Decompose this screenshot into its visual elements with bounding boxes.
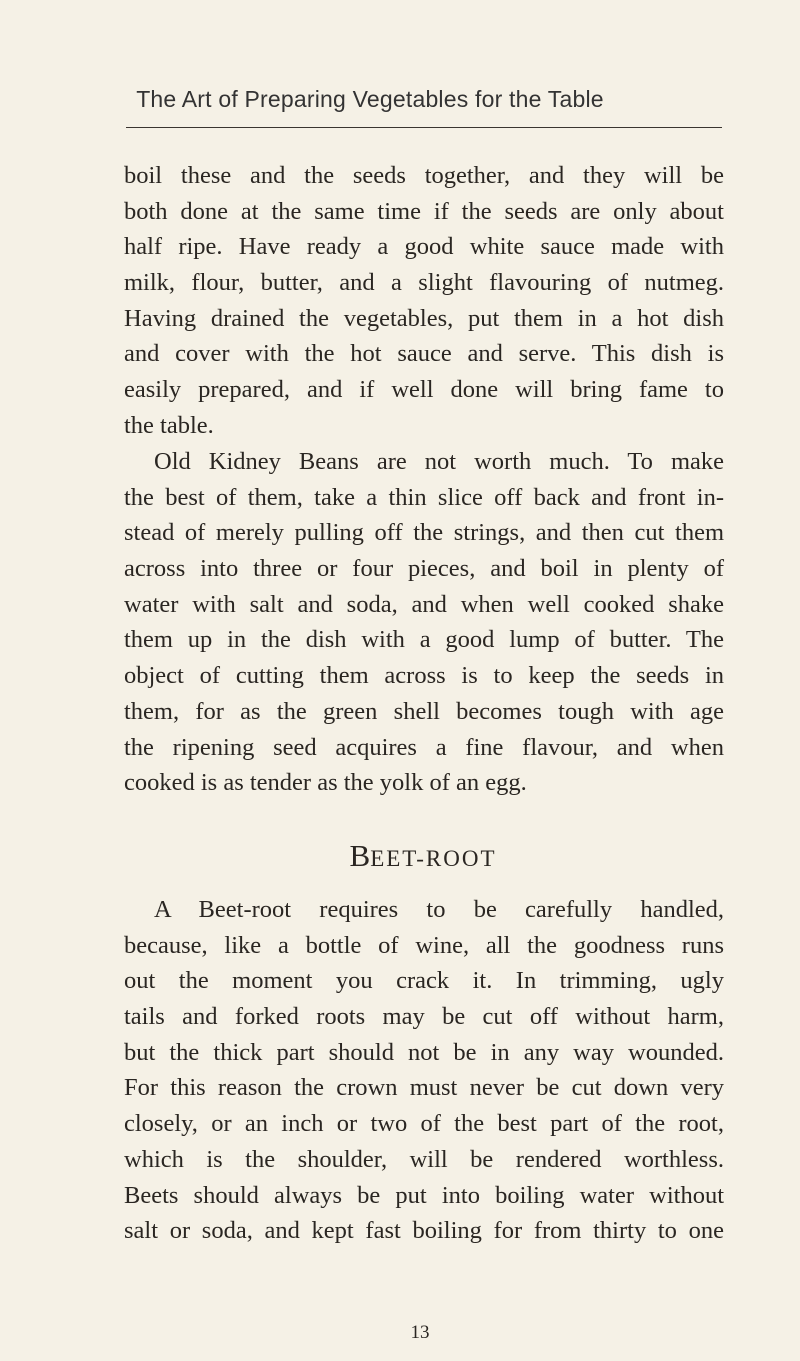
text-line: For this reason the crown must never be cut down very bbox=[124, 1074, 724, 1102]
text-line: but the thick part should not be in any way wounded. bbox=[124, 1038, 724, 1066]
text-line: tails and forked roots may be cut off without harm, bbox=[124, 1003, 724, 1031]
text-line: cooked is as tender as the yolk of an egg. bbox=[124, 769, 527, 797]
text-line: closely, or an inch or two of the best part of the root, bbox=[124, 1110, 724, 1138]
text-line: out the moment you crack it. In trimming, ugly bbox=[124, 967, 724, 995]
text-line: the best of them, take a thin slice off back and front in- bbox=[124, 483, 724, 511]
text-line: stead of merely pulling off the strings, and then cut them bbox=[124, 519, 724, 547]
section-heading bbox=[0, 838, 800, 874]
text-line: the ripening seed acquires a fine flavour, and when bbox=[124, 733, 724, 761]
text-line: Old Kidney Beans are not worth much. To make bbox=[154, 448, 724, 475]
text-line: which is the shoulder, will be rendered worthless. bbox=[124, 1145, 724, 1173]
paragraph-1 bbox=[124, 158, 724, 444]
text-line: Beets should always be put into boiling water without bbox=[124, 1181, 724, 1209]
paragraph-2 bbox=[124, 444, 724, 801]
text-line: water with salt and soda, and when well cooked shake bbox=[124, 590, 724, 618]
heading-initial: B bbox=[349, 838, 371, 873]
text-line: and cover with the hot sauce and serve. This dish is bbox=[124, 340, 724, 368]
text-line: them, for as the green shell becomes tough with age bbox=[124, 697, 724, 725]
text-line: half ripe. Have ready a good white sauce made with bbox=[124, 233, 724, 261]
text-line: salt or soda, and kept fast boiling for from thirty to one bbox=[124, 1217, 724, 1245]
running-head: The Art of Preparing Vegetables for the Table bbox=[136, 86, 604, 112]
text-line: the table. bbox=[124, 411, 214, 439]
text-line: A Beet-root requires to be carefully handled, bbox=[154, 896, 724, 923]
page-number: 13 bbox=[410, 1322, 430, 1343]
text-line: Having drained the vegetables, put them in a hot dish bbox=[124, 304, 724, 332]
text-line: milk, flour, butter, and a slight flavouring of nutmeg. bbox=[124, 269, 724, 297]
text-line: because, like a bottle of wine, all the goodness runs bbox=[124, 931, 724, 959]
text-line: across into three or four pieces, and boil in plenty of bbox=[124, 555, 724, 583]
text-line: easily prepared, and if well done will bring fame to bbox=[124, 376, 724, 404]
paragraph-3 bbox=[124, 892, 724, 1249]
header-rule bbox=[126, 127, 722, 128]
text-line: object of cutting them across is to keep the seeds in bbox=[124, 662, 724, 690]
heading-text: EET-ROOT bbox=[370, 846, 497, 871]
text-line: them up in the dish with a good lump of butter. The bbox=[124, 626, 724, 654]
text-line: boil these and the seeds together, and they will be bbox=[124, 162, 724, 189]
text-line: both done at the same time if the seeds are only about bbox=[124, 197, 724, 225]
